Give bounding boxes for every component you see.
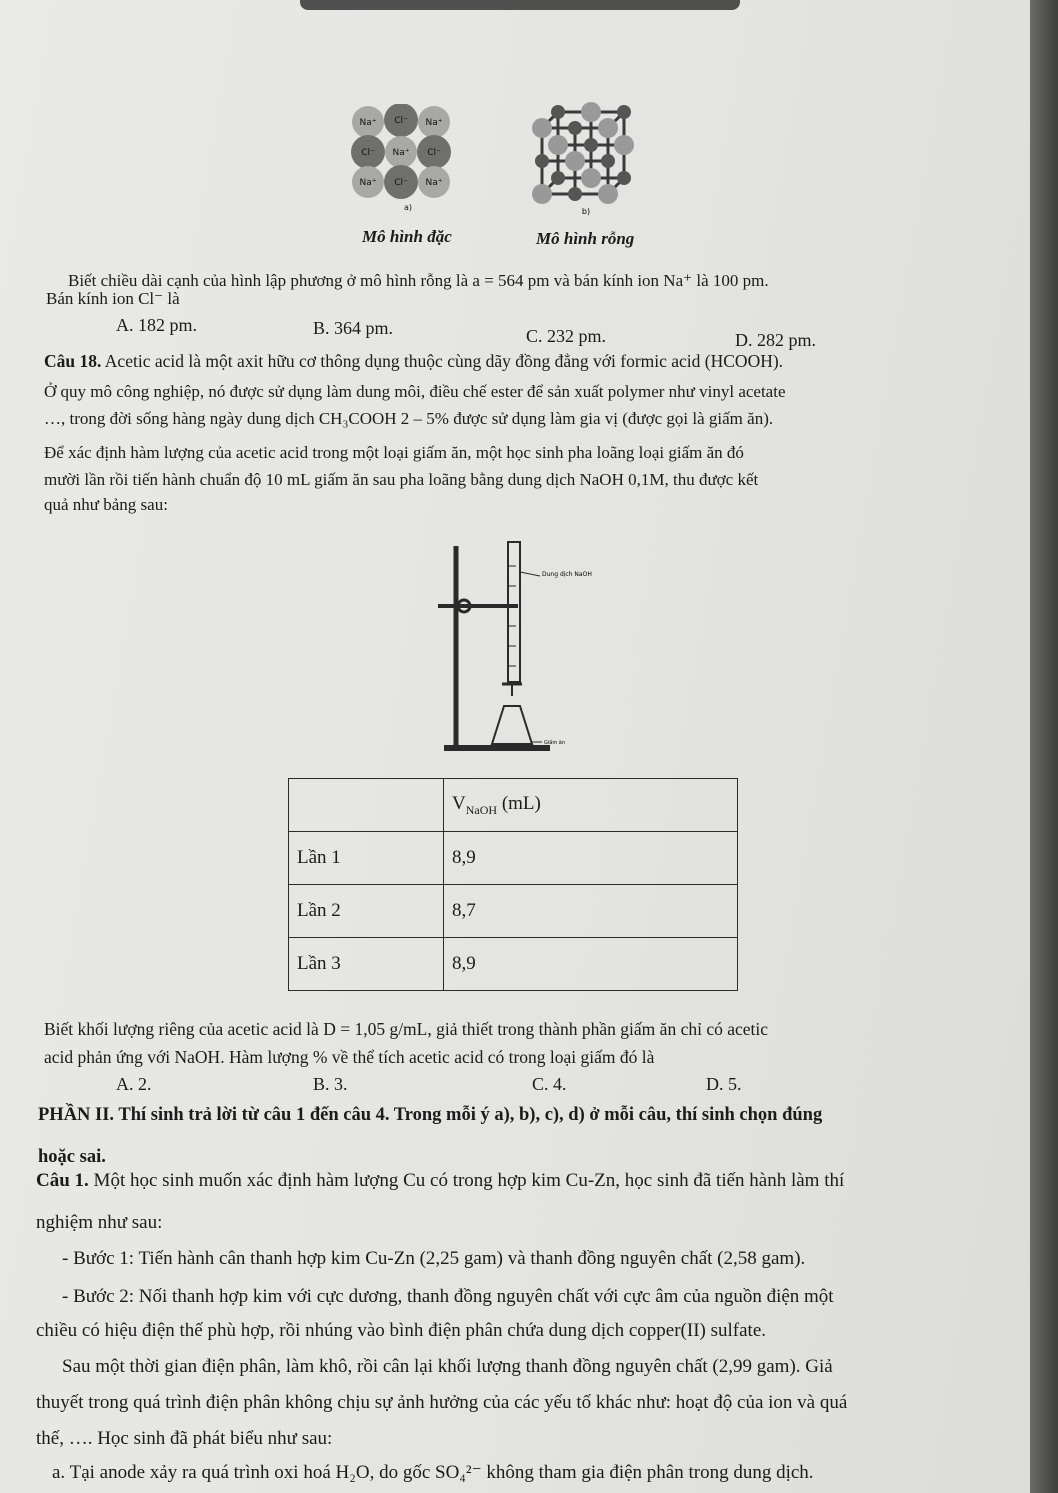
erlenmeyer-flask (492, 706, 532, 744)
table-row (289, 885, 738, 938)
q18-label: Câu 18. (44, 351, 102, 371)
q18-line4: Để xác định hàm lượng của acetic acid trong một loại giấm ăn, một học sinh pha loãng loại giấm ăn đó (44, 443, 744, 462)
ion-label: Na⁺ (425, 118, 443, 128)
table-row-value: 8,9 (444, 832, 738, 885)
titration-apparatus (430, 536, 610, 758)
q18-option-c: C. 4. (532, 1074, 567, 1094)
q17-option-a: A. 182 pm. (116, 315, 197, 335)
part2-heading-line2: hoặc sai. (38, 1147, 106, 1167)
table-row-value: 8,9 (444, 938, 738, 991)
q1-step2-cont: chiều có hiệu điện thế phù hợp, rồi nhúng vào bình điện phân chứa dung dịch copper(II) sulfate. (36, 1320, 766, 1341)
q18-line6: quả như bảng sau: (44, 495, 168, 514)
q1-line8: thế, …. Học sinh đã phát biểu như sau: (36, 1428, 333, 1449)
q1-line2: nghiệm như sau: (36, 1212, 163, 1233)
dense-model-caption: Mô hình đặc (362, 227, 452, 246)
ion-label: Cl⁻ (394, 116, 408, 126)
q18-line2: Ở quy mô công nghiệp, nó được sử dụng làm dung môi, điều chế ester để sản xuất polymer như vinyl acetate (44, 382, 786, 401)
q1-step1: - Bước 1: Tiến hành cân thanh hợp kim Cu-Zn (2,25 gam) và thanh đồng nguyên chất (2,58 gam). (62, 1248, 806, 1269)
q18-after-line1: Biết khối lượng riêng của acetic acid là D = 1,05 g/mL, giả thiết trong thành phần giấm ăn chỉ có acetic (44, 1019, 769, 1039)
hollow-model-letter: b) (581, 207, 591, 216)
q17-option-b: B. 364 pm. (313, 318, 394, 338)
table-row-label: Lần 1 (289, 832, 444, 885)
ion-label: Na⁺ (392, 148, 410, 158)
ion-label: Na⁺ (425, 178, 443, 188)
table-header-vnaoh: $V_{NaOH}$ (mL) (444, 779, 738, 832)
q18-line1 (44, 350, 783, 372)
top-binding-strip (300, 0, 740, 10)
ion-label: Na⁺ (359, 118, 377, 128)
q17-stem-line1: Biết chiều dài cạnh của hình lập phương ở mô hình rỗng là a = 564 pm và bán kính ion Na⁺ là 100 pm. (68, 271, 769, 290)
q17-option-c: C. 232 pm. (526, 326, 607, 346)
dense-model-letter: a) (403, 203, 413, 212)
table-edge-background (1030, 0, 1058, 1493)
hollow-crystal-model (528, 98, 646, 218)
ion-label: Cl⁻ (361, 148, 375, 158)
flask-label: Giấm ăn (544, 740, 566, 746)
q18-line1-text: Acetic acid là một axit hữu cơ thông dụng thuộc cùng dãy đồng đẳng với formic acid (HCOOH). (104, 351, 784, 371)
q18-option-a: A. 2. (116, 1074, 152, 1094)
q1-label: Câu 1. (36, 1170, 89, 1191)
q1-line6: Sau một thời gian điện phân, làm khô, rồi cân lại khối lượng thanh đồng nguyên chất (2,99 gam). Giả (62, 1356, 833, 1377)
q18-option-b: B. 3. (313, 1074, 348, 1094)
q18-after-line2: acid phản ứng với NaOH. Hàm lượng % về thể tích acetic acid có trong loại giấm đó là (44, 1047, 655, 1067)
table-row-label: Lần 3 (289, 938, 444, 991)
table-header-empty (289, 779, 444, 832)
dense-crystal-model (346, 104, 468, 214)
table-row-label: Lần 2 (289, 885, 444, 938)
part2-heading-line1: PHẦN II. Thí sinh trả lời từ câu 1 đến câu 4. Trong mỗi ý a), b), c), d) ở mỗi câu, thí sinh chọn đúng (38, 1105, 823, 1125)
q1-statement-a: a. Tại anode xảy ra quá trình oxi hoá H₂O, do gốc SO₄²⁻ không tham gia điện phân trong dung dịch. (52, 1462, 814, 1483)
ion-label: Na⁺ (359, 178, 377, 188)
table-row-value: 8,7 (444, 885, 738, 938)
q17-stem-line2: Bán kính ion Cl⁻ là (46, 289, 180, 308)
table-header-row (289, 779, 738, 832)
table-row (289, 832, 738, 885)
q1-line1 (36, 1170, 844, 1192)
burette-tube (508, 542, 520, 682)
hollow-model-caption: Mô hình rỗng (536, 229, 635, 248)
q18-line5: mười lần rồi tiến hành chuẩn độ 10 mL giấm ăn sau pha loãng bằng dung dịch NaOH 0,1M, thu được kết (44, 470, 759, 489)
ion-label: Cl⁻ (427, 148, 441, 158)
q1-step2: - Bước 2: Nối thanh hợp kim với cực dương, thanh đồng nguyên chất với cực âm của nguồn điện một (62, 1286, 834, 1307)
q18-option-d: D. 5. (706, 1074, 742, 1094)
burette-label: Dung dịch NaOH (542, 571, 592, 578)
ion-label: Cl⁻ (394, 178, 408, 188)
q1-line1-text: Một học sinh muốn xác định hàm lượng Cu có trong hợp kim Cu-Zn, học sinh đã tiến hành làm thí (93, 1170, 845, 1191)
q1-line7: thuyết trong quá trình điện phân không chịu sự ảnh hưởng của các yếu tố khác như: hoạt độ của ion và quá (36, 1392, 848, 1413)
q18-line3: …, trong đời sống hàng ngày dung dịch CH₃COOH 2 – 5% được sử dụng làm gia vị (được gọi là giấm ăn). (44, 409, 774, 428)
titration-table (288, 778, 738, 991)
table-row (289, 938, 738, 991)
q17-option-d: D. 282 pm. (735, 330, 816, 350)
